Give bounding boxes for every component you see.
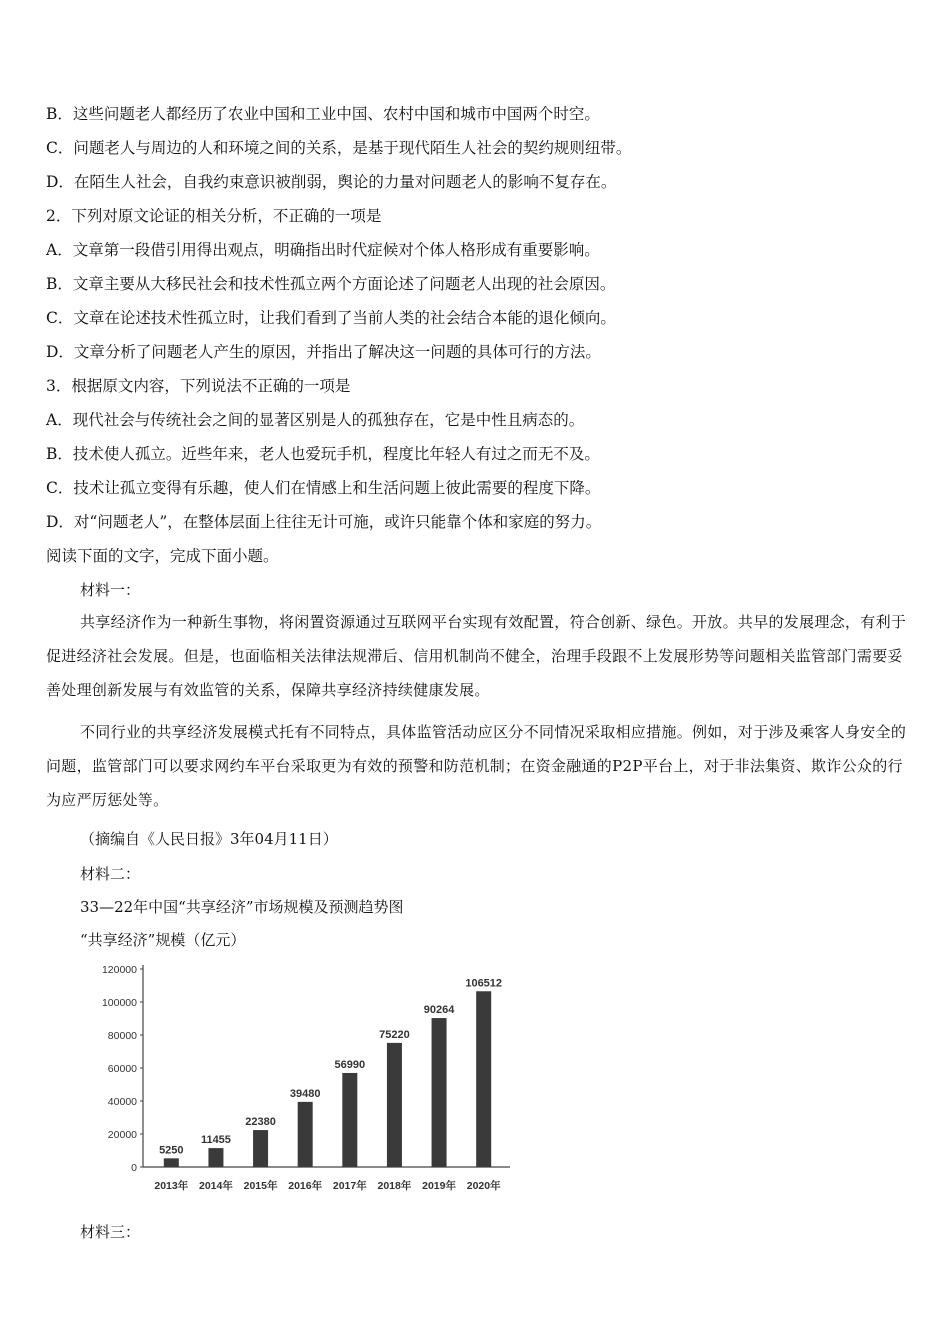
bar-value-label: 11455 bbox=[200, 1134, 231, 1147]
q2-option-a: A．文章第一段借引用得出观点，明确指出时代症候对个体人格形成有重要影响。 bbox=[46, 241, 600, 259]
bar bbox=[342, 1073, 357, 1167]
x-tick-label: 2019年 bbox=[422, 1180, 456, 1192]
x-tick-label: 2014年 bbox=[199, 1180, 233, 1192]
q2-option-c: C．文章在论述技术性孤立时，让我们看到了当前人类的社会结合本能的退化倾向。 bbox=[46, 309, 616, 327]
y-tick-label: 40000 bbox=[107, 1096, 137, 1108]
bar-value-label: 22380 bbox=[245, 1116, 276, 1129]
x-tick-label: 2017年 bbox=[332, 1180, 367, 1192]
material1-paragraph-1: 共享经济作为一种新生事物，将闲置资源通过互联网平台实现有效配置，符合创新、绿色。开放。共早的发展理念，有利于促进经济社会发展。但是，也面临相关法律法规滞后、信用机制尚不健全，治理手段跟不上发展形势等问题相关监管部门需要妥善处理创新发展与有效监管的关系，保障共享经济持续健康发展。 bbox=[46, 613, 907, 699]
x-tick-label: 2013年 bbox=[154, 1180, 189, 1192]
bar-value-label: 56990 bbox=[334, 1058, 366, 1071]
material2-label: 材料二： bbox=[80, 865, 141, 883]
bar bbox=[476, 991, 491, 1167]
q3-option-a: A．现代社会与传统社会之间的显著区别是人的孤独存在，它是中性且病态的。 bbox=[46, 411, 585, 429]
q3-option-d: D．对“问题老人”，在整体层面上往往无计可施，或许只能靠个体和家庭的努力。 bbox=[46, 513, 602, 531]
y-tick-label: 80000 bbox=[107, 1030, 137, 1042]
q1-option-d: D．在陌生人社会，自我约束意识被削弱，舆论的力量对问题老人的影响不复存在。 bbox=[46, 173, 617, 191]
bar bbox=[164, 1158, 179, 1167]
material1-source: （摘编自《人民日报》3年04月11日） bbox=[80, 830, 338, 848]
q1-option-b: B．这些问题老人都经历了农业中国和工业中国、农村中国和城市中国两个时空。 bbox=[46, 105, 600, 123]
q3-option-c: C．技术让孤立变得有乐趣，使人们在情感上和生活问题上彼此需要的程度下降。 bbox=[46, 479, 601, 497]
q2-option-b: B．文章主要从大移民社会和技术性孤立两个方面论述了问题老人出现的社会原因。 bbox=[46, 275, 616, 293]
chart-title: 33—22年中国“共享经济”市场规模及预测趋势图 bbox=[80, 898, 404, 916]
bar-value-label: 75220 bbox=[379, 1028, 410, 1041]
bar-value-label: 90264 bbox=[423, 1004, 455, 1017]
chart-unit-label: “共享经济”规模（亿元） bbox=[80, 931, 246, 949]
q1-option-c: C．问题老人与周边的人和环境之间的关系，是基于现代陌生人社会的契约规则纽带。 bbox=[46, 139, 632, 157]
y-tick-label: 120000 bbox=[101, 964, 137, 976]
q2-stem: 2．下列对原文论证的相关分析，不正确的一项是 bbox=[46, 207, 382, 225]
material1-paragraph-2: 不同行业的共享经济发展模式托有不同特点，具体监管活动应区分不同情况采取相应措施。例如，对于涉及乘客人身安全的问题，监管部门可以要求网约车平台采取更为有效的预警和防范机制；在资金融通的P2P平台上，对于非法集资、欺诈公众的行为应严厉惩处等。 bbox=[46, 723, 907, 809]
bar bbox=[298, 1102, 313, 1167]
x-tick-label: 2018年 bbox=[377, 1180, 412, 1192]
x-tick-label: 2020年 bbox=[466, 1180, 501, 1192]
x-tick-label: 2016年 bbox=[288, 1180, 323, 1192]
material3-label: 材料三： bbox=[80, 1223, 141, 1241]
reading-instruction: 阅读下面的文字，完成下面小题。 bbox=[46, 547, 279, 565]
q3-stem: 3．根据原文内容，下列说法不正确的一项是 bbox=[46, 377, 351, 395]
bar bbox=[387, 1043, 402, 1167]
bar-value-label: 39480 bbox=[289, 1087, 321, 1100]
bar-value-label: 5250 bbox=[159, 1144, 184, 1157]
bar bbox=[432, 1018, 447, 1167]
y-tick-label: 0 bbox=[131, 1162, 137, 1174]
y-tick-label: 100000 bbox=[101, 997, 137, 1009]
q3-option-b: B．技术使人孤立。近些年来，老人也爱玩手机，程度比年轻人有过之而无不及。 bbox=[46, 445, 600, 463]
bar bbox=[208, 1148, 223, 1167]
bar bbox=[253, 1130, 268, 1167]
x-tick-label: 2015年 bbox=[243, 1180, 278, 1192]
material1-label: 材料一： bbox=[80, 581, 141, 599]
y-tick-label: 60000 bbox=[107, 1063, 137, 1075]
bar-value-label: 106512 bbox=[465, 977, 503, 990]
q2-option-d: D．文章分析了问题老人产生的原因，并指出了解决这一问题的具体可行的方法。 bbox=[46, 343, 601, 361]
market-size-bar-chart bbox=[101, 955, 530, 1205]
y-tick-label: 20000 bbox=[107, 1129, 137, 1141]
